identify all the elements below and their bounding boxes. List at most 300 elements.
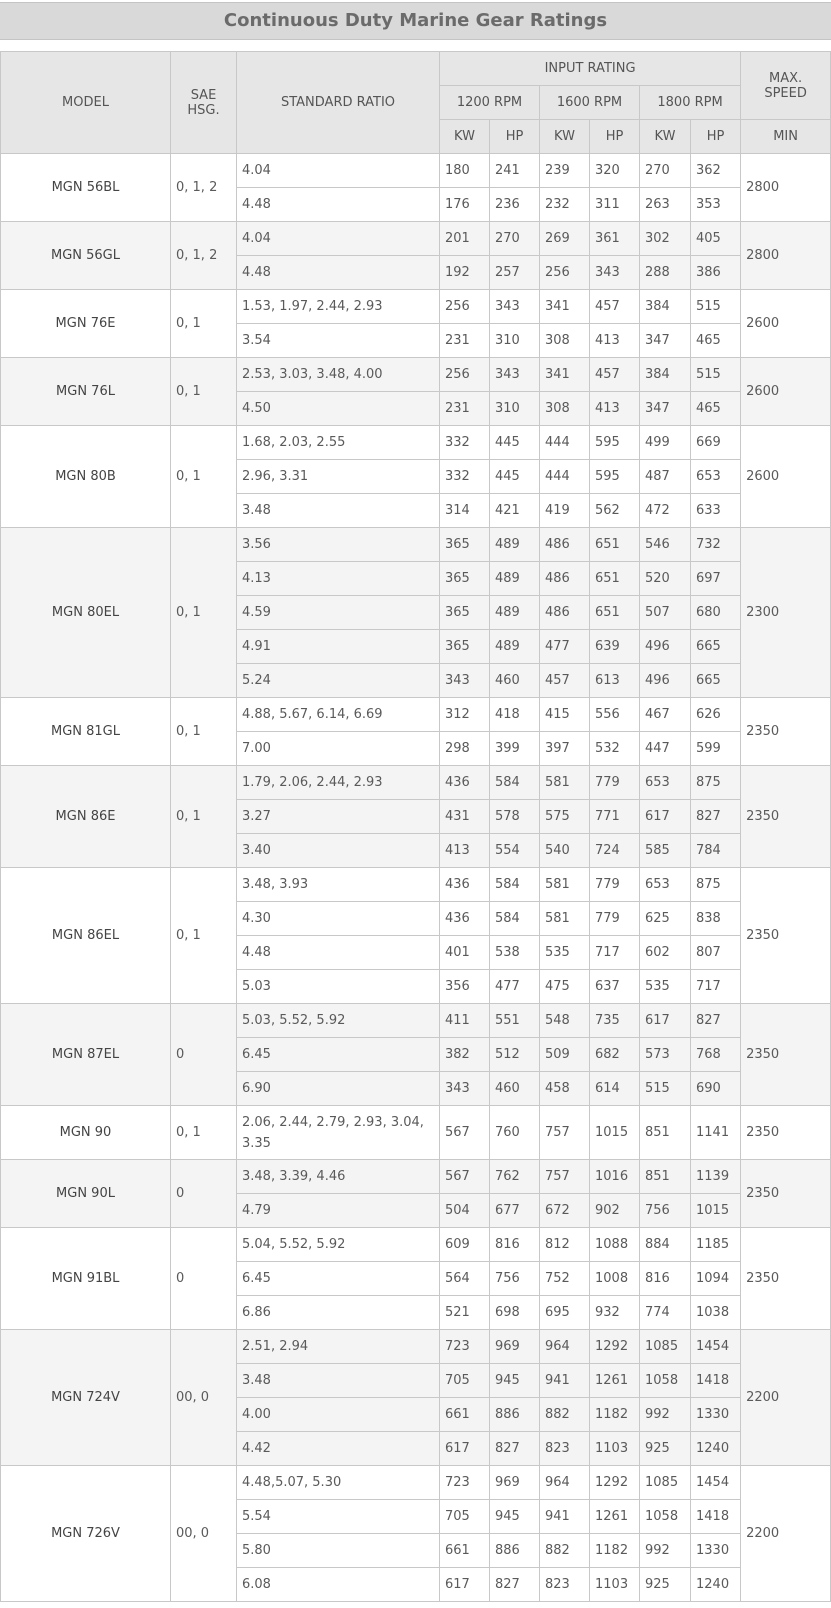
table-row [1, 528, 831, 562]
ratio-cell: 5.03, 5.52, 5.92 [237, 1004, 440, 1038]
model-cell: MGN 80B [1, 426, 171, 528]
sae-cell: 0, 1 [171, 426, 237, 528]
rating-cell: 411 [440, 1004, 490, 1038]
model-group [1, 1228, 831, 1330]
sae-cell: 0, 1, 2 [171, 222, 237, 290]
table-row [1, 868, 831, 902]
sae-cell: 0 [171, 1228, 237, 1330]
rating-cell: 680 [691, 596, 741, 630]
ratio-cell: 4.48 [237, 256, 440, 290]
rating-cell: 472 [640, 494, 691, 528]
rating-cell: 617 [640, 800, 691, 834]
rating-cell: 581 [540, 868, 590, 902]
rating-cell: 1094 [691, 1262, 741, 1296]
header-sae: SAE HSG. [171, 52, 237, 154]
rating-cell: 489 [490, 596, 540, 630]
rating-cell: 1240 [691, 1432, 741, 1466]
rating-cell: 639 [590, 630, 640, 664]
model-group [1, 1330, 831, 1466]
model-group [1, 698, 831, 766]
rating-cell: 882 [540, 1398, 590, 1432]
ratio-cell: 6.90 [237, 1072, 440, 1106]
rating-cell: 460 [490, 664, 540, 698]
model-cell: MGN 56BL [1, 154, 171, 222]
ratio-cell: 3.27 [237, 800, 440, 834]
rating-cell: 653 [640, 868, 691, 902]
ratio-cell: 4.88, 5.67, 6.14, 6.69 [237, 698, 440, 732]
header-max-speed: MAX. SPEED [741, 52, 831, 120]
rating-cell: 413 [590, 324, 640, 358]
header-rpm-1600: 1600 RPM [540, 86, 640, 120]
rating-cell: 356 [440, 970, 490, 1004]
rating-cell: 445 [490, 426, 540, 460]
rating-cell: 556 [590, 698, 640, 732]
rating-cell: 584 [490, 868, 540, 902]
rating-cell: 421 [490, 494, 540, 528]
model-cell: MGN 86E [1, 766, 171, 868]
rating-cell: 851 [640, 1106, 691, 1160]
rating-cell: 546 [640, 528, 691, 562]
sae-cell: 0, 1 [171, 698, 237, 766]
rating-cell: 418 [490, 698, 540, 732]
rating-cell: 343 [440, 664, 490, 698]
rating-cell: 827 [490, 1432, 540, 1466]
rating-cell: 964 [540, 1330, 590, 1364]
rating-cell: 665 [691, 664, 741, 698]
rating-cell: 653 [640, 766, 691, 800]
rating-cell: 353 [691, 188, 741, 222]
ratio-cell: 7.00 [237, 732, 440, 766]
model-cell: MGN 91BL [1, 1228, 171, 1330]
rating-cell: 401 [440, 936, 490, 970]
ratio-cell: 5.80 [237, 1534, 440, 1568]
rating-cell: 467 [640, 698, 691, 732]
rating-cell: 1058 [640, 1364, 691, 1398]
rating-cell: 312 [440, 698, 490, 732]
rating-cell: 540 [540, 834, 590, 868]
rating-cell: 882 [540, 1534, 590, 1568]
rating-cell: 992 [640, 1534, 691, 1568]
rating-cell: 447 [640, 732, 691, 766]
rating-cell: 256 [440, 290, 490, 324]
ratio-cell: 6.45 [237, 1262, 440, 1296]
rating-cell: 1454 [691, 1466, 741, 1500]
table-row [1, 1466, 831, 1500]
ratio-cell: 5.24 [237, 664, 440, 698]
table-row [1, 290, 831, 324]
rating-cell: 705 [440, 1500, 490, 1534]
rating-cell: 382 [440, 1038, 490, 1072]
speed-cell: 2350 [741, 698, 831, 766]
rating-cell: 595 [590, 460, 640, 494]
rating-cell: 784 [691, 834, 741, 868]
rating-cell: 1240 [691, 1568, 741, 1602]
rating-cell: 413 [440, 834, 490, 868]
rating-cell: 444 [540, 426, 590, 460]
rating-cell: 695 [540, 1296, 590, 1330]
rating-cell: 343 [440, 1072, 490, 1106]
rating-cell: 886 [490, 1398, 540, 1432]
ratio-cell: 2.53, 3.03, 3.48, 4.00 [237, 358, 440, 392]
rating-cell: 176 [440, 188, 490, 222]
ratio-cell: 4.04 [237, 154, 440, 188]
rating-cell: 515 [640, 1072, 691, 1106]
rating-cell: 1292 [590, 1466, 640, 1500]
rating-cell: 341 [540, 290, 590, 324]
rating-cell: 653 [691, 460, 741, 494]
ratio-cell: 5.03 [237, 970, 440, 1004]
rating-cell: 602 [640, 936, 691, 970]
rating-cell: 697 [691, 562, 741, 596]
rating-cell: 875 [691, 868, 741, 902]
table-row [1, 358, 831, 392]
ratings-table [0, 51, 831, 1602]
rating-cell: 343 [590, 256, 640, 290]
speed-cell: 2600 [741, 358, 831, 426]
rating-cell: 509 [540, 1038, 590, 1072]
rating-cell: 415 [540, 698, 590, 732]
rating-cell: 384 [640, 358, 691, 392]
rating-cell: 486 [540, 528, 590, 562]
rating-cell: 1261 [590, 1364, 640, 1398]
speed-cell: 2800 [741, 154, 831, 222]
speed-cell: 2600 [741, 290, 831, 358]
rating-cell: 535 [640, 970, 691, 1004]
rating-cell: 515 [691, 358, 741, 392]
rating-cell: 992 [640, 1398, 691, 1432]
rating-cell: 756 [490, 1262, 540, 1296]
rating-cell: 584 [490, 766, 540, 800]
table-row [1, 1106, 831, 1160]
table-row [1, 698, 831, 732]
rating-cell: 180 [440, 154, 490, 188]
rating-cell: 1454 [691, 1330, 741, 1364]
rating-cell: 257 [490, 256, 540, 290]
rating-cell: 779 [590, 902, 640, 936]
rating-cell: 945 [490, 1500, 540, 1534]
rating-cell: 1292 [590, 1330, 640, 1364]
ratio-cell: 1.68, 2.03, 2.55 [237, 426, 440, 460]
rating-cell: 902 [590, 1194, 640, 1228]
table-row [1, 766, 831, 800]
rating-cell: 757 [540, 1106, 590, 1160]
rating-cell: 515 [691, 290, 741, 324]
rating-cell: 365 [440, 630, 490, 664]
rating-cell: 532 [590, 732, 640, 766]
rating-cell: 732 [691, 528, 741, 562]
rating-cell: 512 [490, 1038, 540, 1072]
rating-cell: 475 [540, 970, 590, 1004]
rating-cell: 362 [691, 154, 741, 188]
rating-cell: 1015 [590, 1106, 640, 1160]
speed-cell: 2300 [741, 528, 831, 698]
model-group [1, 528, 831, 698]
rating-cell: 263 [640, 188, 691, 222]
rating-cell: 717 [590, 936, 640, 970]
rating-cell: 232 [540, 188, 590, 222]
model-cell: MGN 80EL [1, 528, 171, 698]
rating-cell: 651 [590, 562, 640, 596]
rating-cell: 774 [640, 1296, 691, 1330]
rating-cell: 567 [440, 1106, 490, 1160]
rating-cell: 599 [691, 732, 741, 766]
rating-cell: 1418 [691, 1364, 741, 1398]
rating-cell: 436 [440, 766, 490, 800]
model-group [1, 1004, 831, 1106]
table-row [1, 1228, 831, 1262]
ratio-cell: 3.48 [237, 1364, 440, 1398]
rating-cell: 1418 [691, 1500, 741, 1534]
rating-cell: 735 [590, 1004, 640, 1038]
rating-cell: 1330 [691, 1398, 741, 1432]
rating-cell: 347 [640, 324, 691, 358]
rating-cell: 964 [540, 1466, 590, 1500]
rating-cell: 562 [590, 494, 640, 528]
rating-cell: 487 [640, 460, 691, 494]
speed-cell: 2600 [741, 426, 831, 528]
rating-cell: 945 [490, 1364, 540, 1398]
model-cell: MGN 76L [1, 358, 171, 426]
ratio-cell: 4.30 [237, 902, 440, 936]
ratio-cell: 2.96, 3.31 [237, 460, 440, 494]
sae-cell: 0, 1 [171, 290, 237, 358]
speed-cell: 2350 [741, 1160, 831, 1228]
rating-cell: 365 [440, 528, 490, 562]
rating-cell: 609 [440, 1228, 490, 1262]
table-row [1, 426, 831, 460]
speed-cell: 2350 [741, 1004, 831, 1106]
model-group [1, 154, 831, 222]
model-group [1, 358, 831, 426]
rating-cell: 613 [590, 664, 640, 698]
ratio-cell: 2.51, 2.94 [237, 1330, 440, 1364]
model-group [1, 426, 831, 528]
model-cell: MGN 76E [1, 290, 171, 358]
header-unit: KW [440, 120, 490, 154]
rating-cell: 838 [691, 902, 741, 936]
rating-cell: 361 [590, 222, 640, 256]
rating-cell: 626 [691, 698, 741, 732]
rating-cell: 314 [440, 494, 490, 528]
rating-cell: 827 [691, 800, 741, 834]
rating-cell: 496 [640, 630, 691, 664]
rating-cell: 332 [440, 426, 490, 460]
rating-cell: 573 [640, 1038, 691, 1072]
rating-cell: 823 [540, 1432, 590, 1466]
rating-cell: 436 [440, 868, 490, 902]
rating-cell: 717 [691, 970, 741, 1004]
rating-cell: 347 [640, 392, 691, 426]
model-group [1, 290, 831, 358]
model-group [1, 1106, 831, 1160]
rating-cell: 397 [540, 732, 590, 766]
rating-cell: 239 [540, 154, 590, 188]
rating-cell: 496 [640, 664, 691, 698]
rating-cell: 690 [691, 1072, 741, 1106]
rating-cell: 925 [640, 1568, 691, 1602]
rating-cell: 595 [590, 426, 640, 460]
rating-cell: 1085 [640, 1466, 691, 1500]
rating-cell: 1103 [590, 1432, 640, 1466]
speed-cell: 2200 [741, 1466, 831, 1602]
ratio-cell: 4.79 [237, 1194, 440, 1228]
table-row [1, 1004, 831, 1038]
ratio-cell: 3.48, 3.93 [237, 868, 440, 902]
model-cell: MGN 81GL [1, 698, 171, 766]
rating-cell: 288 [640, 256, 691, 290]
ratio-cell: 4.48 [237, 936, 440, 970]
rating-cell: 760 [490, 1106, 540, 1160]
rating-cell: 201 [440, 222, 490, 256]
rating-cell: 256 [540, 256, 590, 290]
rating-cell: 457 [540, 664, 590, 698]
rating-cell: 489 [490, 630, 540, 664]
rating-cell: 551 [490, 1004, 540, 1038]
ratio-cell: 4.04 [237, 222, 440, 256]
rating-cell: 504 [440, 1194, 490, 1228]
sae-cell: 00, 0 [171, 1466, 237, 1602]
model-cell: MGN 90 [1, 1106, 171, 1160]
rating-cell: 752 [540, 1262, 590, 1296]
rating-cell: 723 [440, 1330, 490, 1364]
rating-cell: 698 [490, 1296, 540, 1330]
header-model: MODEL [1, 52, 171, 154]
rating-cell: 1038 [691, 1296, 741, 1330]
header-rpm-1800: 1800 RPM [640, 86, 741, 120]
ratio-cell: 5.04, 5.52, 5.92 [237, 1228, 440, 1262]
header-rpm-1200: 1200 RPM [440, 86, 540, 120]
rating-cell: 875 [691, 766, 741, 800]
rating-cell: 236 [490, 188, 540, 222]
rating-cell: 486 [540, 596, 590, 630]
header-ratio: STANDARD RATIO [237, 52, 440, 154]
header-unit: KW [640, 120, 691, 154]
ratio-cell: 4.59 [237, 596, 440, 630]
speed-cell: 2200 [741, 1330, 831, 1466]
model-group [1, 222, 831, 290]
ratio-cell: 3.56 [237, 528, 440, 562]
rating-cell: 823 [540, 1568, 590, 1602]
ratio-cell: 4.91 [237, 630, 440, 664]
rating-cell: 458 [540, 1072, 590, 1106]
rating-cell: 520 [640, 562, 691, 596]
model-cell: MGN 56GL [1, 222, 171, 290]
rating-cell: 343 [490, 358, 540, 392]
model-group [1, 1160, 831, 1228]
rating-cell: 269 [540, 222, 590, 256]
rating-cell: 1330 [691, 1534, 741, 1568]
rating-cell: 302 [640, 222, 691, 256]
rating-cell: 320 [590, 154, 640, 188]
rating-cell: 779 [590, 766, 640, 800]
rating-cell: 969 [490, 1466, 540, 1500]
model-cell: MGN 90L [1, 1160, 171, 1228]
rating-cell: 567 [440, 1160, 490, 1194]
rating-cell: 1182 [590, 1398, 640, 1432]
ratio-cell: 2.06, 2.44, 2.79, 2.93, 3.04, 3.35 [237, 1106, 440, 1160]
model-cell: MGN 87EL [1, 1004, 171, 1106]
rating-cell: 298 [440, 732, 490, 766]
rating-cell: 384 [640, 290, 691, 324]
rating-cell: 507 [640, 596, 691, 630]
ratio-cell: 1.79, 2.06, 2.44, 2.93 [237, 766, 440, 800]
header-unit: KW [540, 120, 590, 154]
sae-cell: 0, 1 [171, 868, 237, 1004]
rating-cell: 581 [540, 902, 590, 936]
rating-cell: 768 [691, 1038, 741, 1072]
rating-cell: 1058 [640, 1500, 691, 1534]
rating-cell: 617 [640, 1004, 691, 1038]
rating-cell: 581 [540, 766, 590, 800]
rating-cell: 625 [640, 902, 691, 936]
rating-cell: 617 [440, 1432, 490, 1466]
rating-cell: 365 [440, 562, 490, 596]
table-row [1, 154, 831, 188]
ratio-cell: 3.54 [237, 324, 440, 358]
ratio-cell: 6.45 [237, 1038, 440, 1072]
rating-cell: 941 [540, 1364, 590, 1398]
rating-cell: 672 [540, 1194, 590, 1228]
rating-cell: 1008 [590, 1262, 640, 1296]
rating-cell: 724 [590, 834, 640, 868]
rating-cell: 807 [691, 936, 741, 970]
rating-cell: 575 [540, 800, 590, 834]
rating-cell: 341 [540, 358, 590, 392]
rating-cell: 756 [640, 1194, 691, 1228]
rating-cell: 343 [490, 290, 540, 324]
rating-cell: 477 [540, 630, 590, 664]
rating-cell: 941 [540, 1500, 590, 1534]
rating-cell: 1088 [590, 1228, 640, 1262]
ratio-cell: 3.48 [237, 494, 440, 528]
header-unit: HP [691, 120, 741, 154]
ratio-cell: 4.00 [237, 1398, 440, 1432]
rating-cell: 270 [640, 154, 691, 188]
model-cell: MGN 724V [1, 1330, 171, 1466]
rating-cell: 431 [440, 800, 490, 834]
rating-cell: 310 [490, 324, 540, 358]
rating-cell: 365 [440, 596, 490, 630]
rating-cell: 812 [540, 1228, 590, 1262]
rating-cell: 554 [490, 834, 540, 868]
speed-cell: 2350 [741, 868, 831, 1004]
rating-cell: 578 [490, 800, 540, 834]
rating-cell: 538 [490, 936, 540, 970]
rating-cell: 925 [640, 1432, 691, 1466]
table-row [1, 1330, 831, 1364]
rating-cell: 489 [490, 528, 540, 562]
speed-cell: 2350 [741, 1106, 831, 1160]
rating-cell: 405 [691, 222, 741, 256]
ratio-cell: 4.48 [237, 188, 440, 222]
rating-cell: 486 [540, 562, 590, 596]
rating-cell: 445 [490, 460, 540, 494]
table-row [1, 222, 831, 256]
rating-cell: 413 [590, 392, 640, 426]
rating-cell: 827 [691, 1004, 741, 1038]
rating-cell: 270 [490, 222, 540, 256]
rating-cell: 308 [540, 392, 590, 426]
rating-cell: 310 [490, 392, 540, 426]
rating-cell: 564 [440, 1262, 490, 1296]
rating-cell: 436 [440, 902, 490, 936]
model-cell: MGN 726V [1, 1466, 171, 1602]
rating-cell: 548 [540, 1004, 590, 1038]
rating-cell: 827 [490, 1568, 540, 1602]
rating-cell: 1261 [590, 1500, 640, 1534]
rating-cell: 617 [440, 1568, 490, 1602]
rating-cell: 932 [590, 1296, 640, 1330]
